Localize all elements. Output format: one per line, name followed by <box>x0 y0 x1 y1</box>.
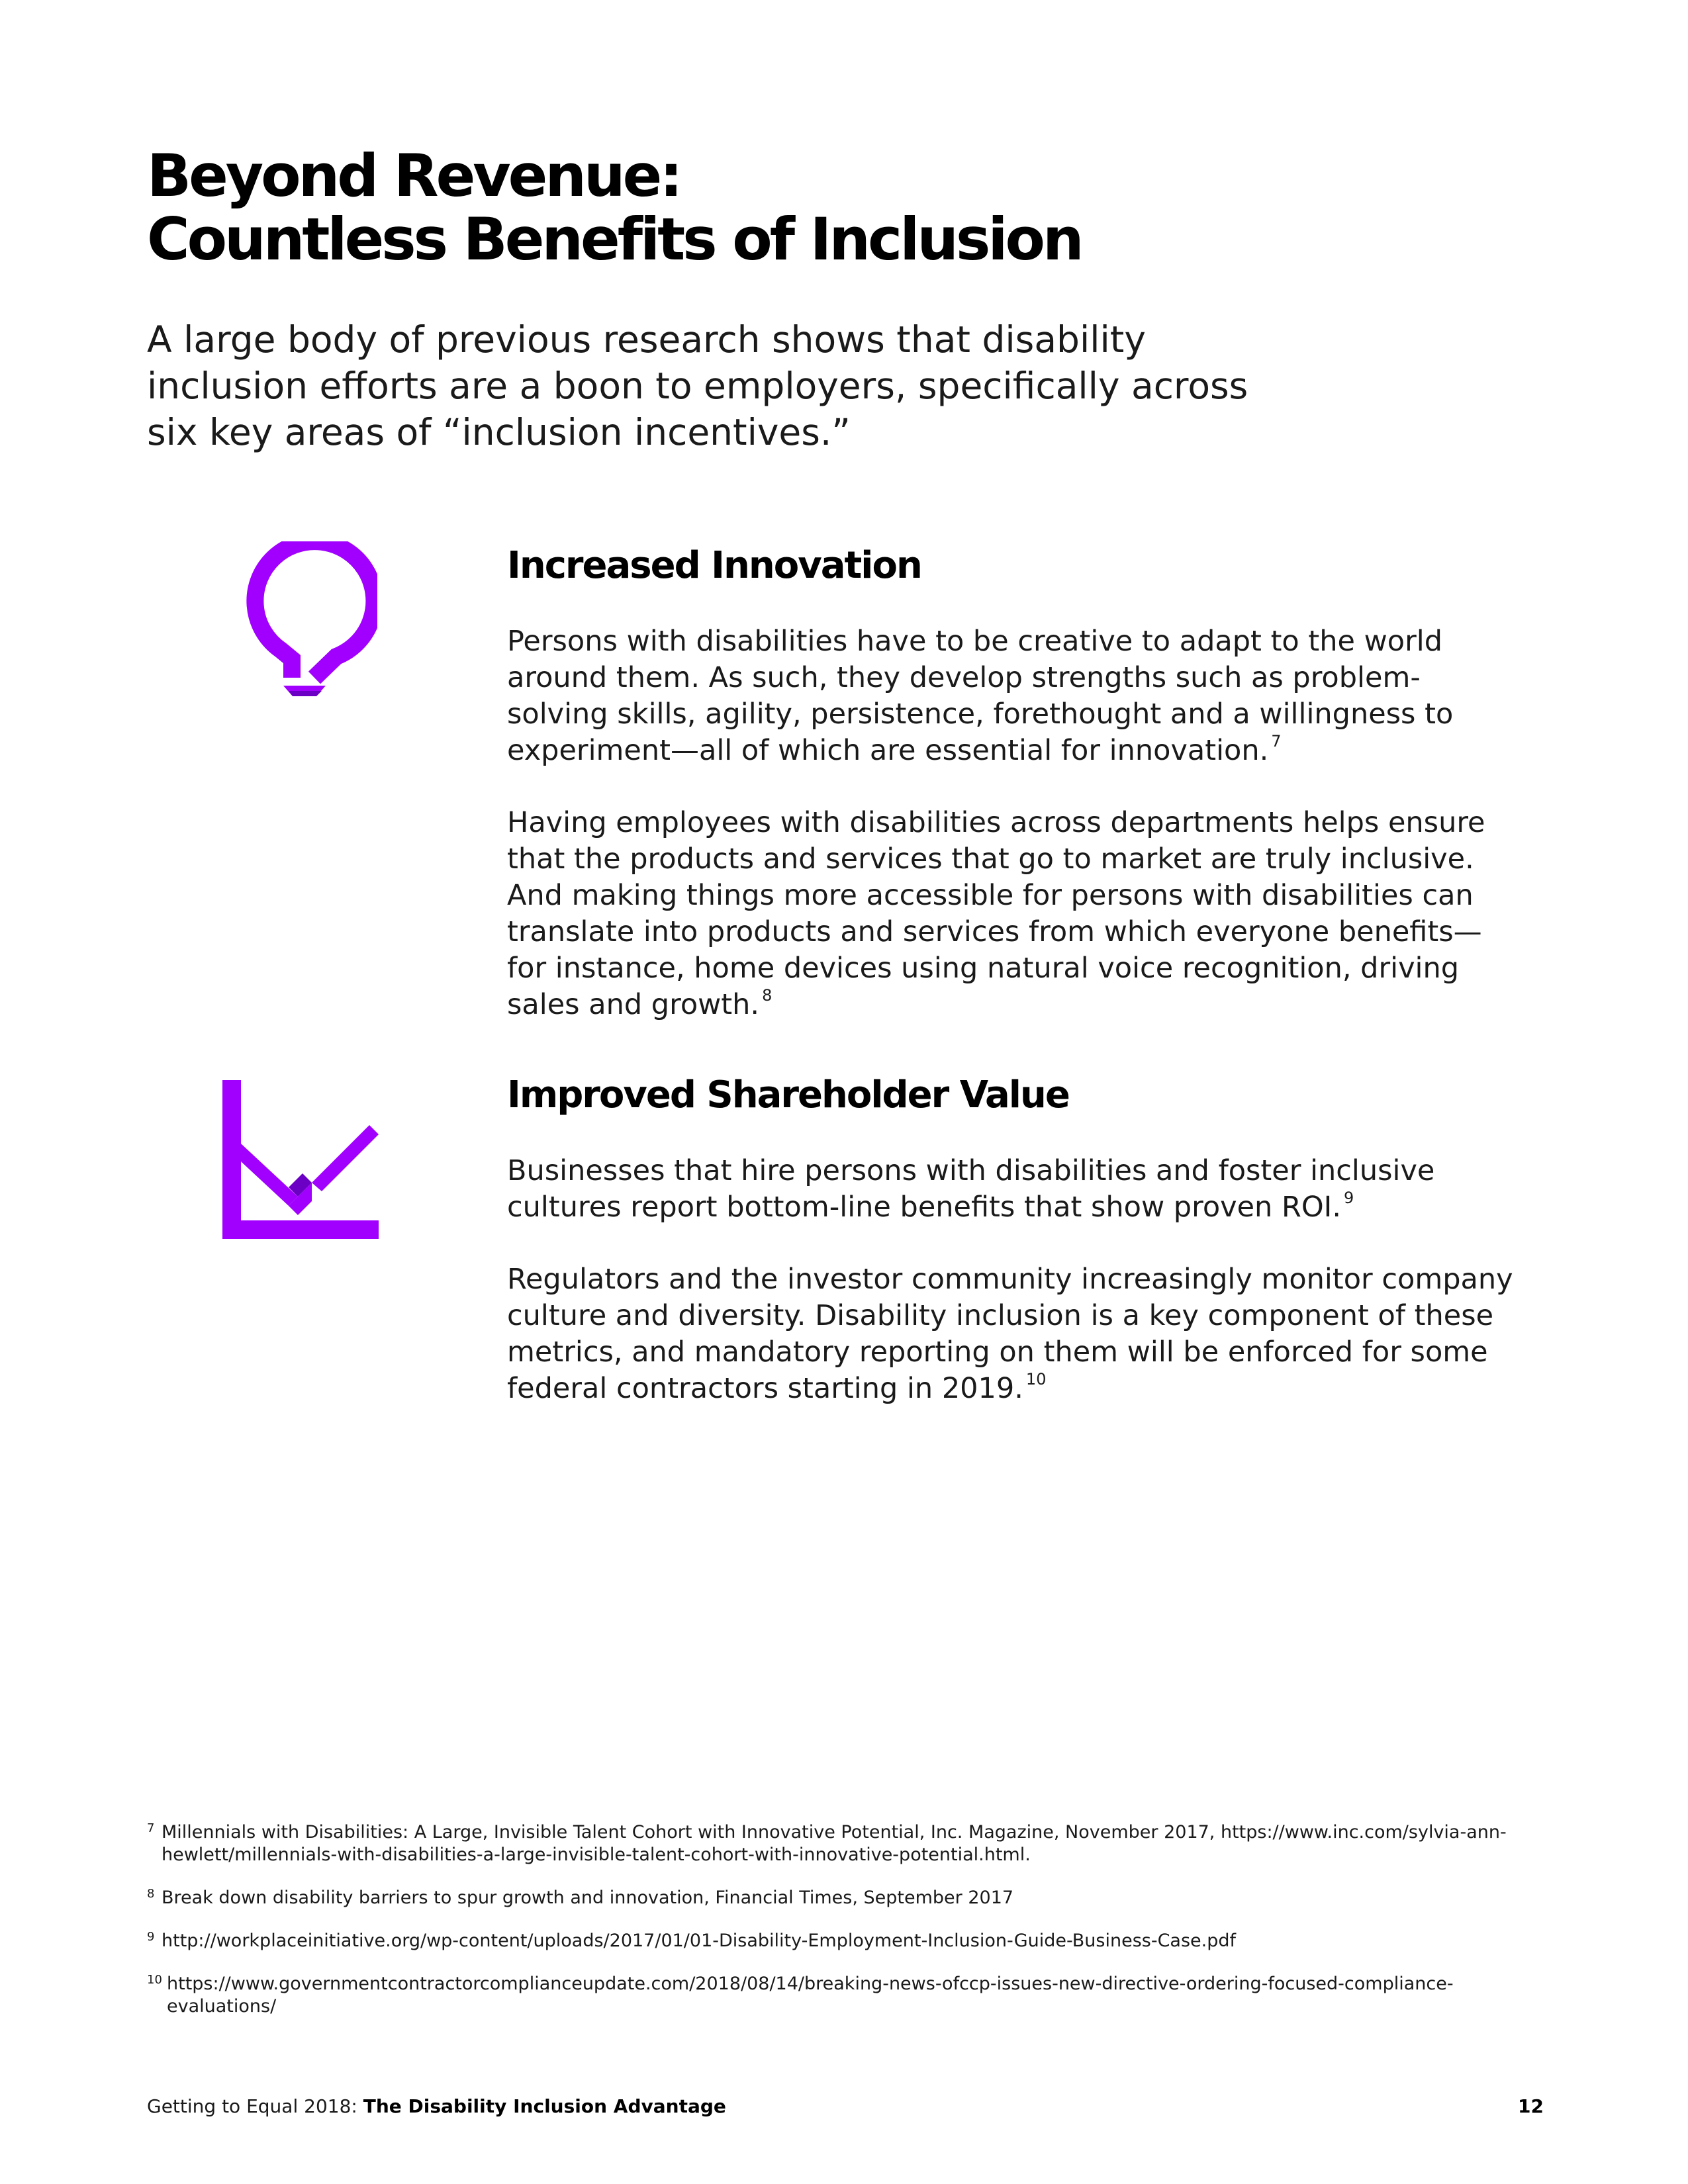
text-line: experiment—all of which are essential for innovation. <box>507 734 1269 767</box>
text-line: around them. As such, they develop strengths such as problem- <box>507 661 1421 694</box>
text-line: Regulators and the investor community increasingly monitor company <box>507 1263 1513 1296</box>
page-title-line-1: Beyond Revenue: <box>147 142 680 210</box>
page-number: 12 <box>1518 2095 1544 2117</box>
footnote-number: 7 <box>147 1821 155 1835</box>
footnote-ref[interactable]: 7 <box>1271 732 1282 751</box>
text-line: sales and growth. <box>507 988 760 1021</box>
lead-line: inclusion efforts are a boon to employers, specifically across <box>147 365 1248 407</box>
text-line: federal contractors starting in 2019. <box>507 1372 1023 1405</box>
page-title-line-2: Countless Benefits of Inclusion <box>147 205 1082 273</box>
footnote-7 <box>147 1821 1544 1866</box>
lead-paragraph <box>147 316 1325 455</box>
footnote-link[interactable]: https://www.governmentcontractorcomplianceupdate.com/2018/08/14/breaking-news-ofccp-issues-new-directive-ordering-focused-compliance- <box>167 1974 1454 1994</box>
text-line: culture and diversity. Disability inclusion is a key component of these <box>507 1299 1494 1332</box>
growth-chart-icon <box>222 1080 381 1244</box>
paragraph-shareholder-1 <box>507 1153 1540 1230</box>
text-line: Businesses that hire persons with disabilities and foster inclusive <box>507 1154 1435 1187</box>
footnote-9 <box>147 1930 1544 1952</box>
text-line: Having employees with disabilities across departments helps ensure <box>507 806 1485 839</box>
paragraph-shareholder-2 <box>507 1261 1540 1411</box>
text-line: cultures report bottom-line benefits that show proven ROI. <box>507 1191 1342 1224</box>
footnote-link[interactable]: http://workplaceinitiative.org/wp-content/uploads/2017/01/01-Disability-Employment-Inclusion-Guide-Business-Case.pdf <box>162 1931 1237 1951</box>
footnote-number: 8 <box>147 1887 155 1901</box>
footnote-ref[interactable]: 8 <box>762 986 773 1005</box>
section-heading-shareholder-value: Improved Shareholder Value <box>507 1073 1069 1116</box>
footnote-ref[interactable]: 10 <box>1025 1370 1047 1388</box>
lead-line: A large body of previous research shows that disability <box>147 318 1146 361</box>
section-heading-innovation: Increased Innovation <box>507 544 921 587</box>
footnotes <box>147 1821 1544 2038</box>
footnote-text[interactable]: Millennials with Disabilities: A Large, Invisible Talent Cohort with Innovative Potential, Inc. Magazine, November 2017, https://www.inc.com/sylvia-ann- <box>162 1822 1507 1843</box>
text-line: that the products and services that go to market are truly inclusive. <box>507 842 1474 876</box>
footnote-number: 10 <box>147 1973 162 1987</box>
footnote-10 <box>147 1973 1544 2018</box>
footer-report-title: The Disability Inclusion Advantage <box>363 2095 726 2117</box>
footnote-link[interactable]: evaluations/ <box>167 1996 277 2017</box>
text-line: solving skills, agility, persistence, forethought and a willingness to <box>507 698 1454 731</box>
text-line: And making things more accessible for persons with disabilities can <box>507 879 1474 912</box>
lead-line: six key areas of “inclusion incentives.” <box>147 411 851 453</box>
paragraph-innovation-1 <box>507 623 1540 773</box>
text-line: for instance, home devices using natural voice recognition, driving <box>507 952 1460 985</box>
footnote-ref[interactable]: 9 <box>1344 1189 1354 1207</box>
text-line: Persons with disabilities have to be creative to adapt to the world <box>507 625 1443 658</box>
footnote-number: 9 <box>147 1930 155 1944</box>
lightbulb-icon <box>225 541 377 713</box>
footnote-text: Break down disability barriers to spur growth and innovation, Financial Times, September 2017 <box>162 1888 1014 1908</box>
page-title <box>147 144 1082 271</box>
text-line: translate into products and services from which everyone benefits— <box>507 915 1482 948</box>
footnote-8 <box>147 1887 1544 1909</box>
page-footer <box>147 2093 1544 2120</box>
paragraph-innovation-2 <box>507 805 1540 1027</box>
footnote-text[interactable]: hewlett/millennials-with-disabilities-a-large-invisible-talent-cohort-with-innovative-potential.html. <box>162 1844 1031 1865</box>
text-line: metrics, and mandatory reporting on them will be enforced for some <box>507 1336 1488 1369</box>
footer-prefix: Getting to Equal 2018: <box>147 2095 363 2117</box>
